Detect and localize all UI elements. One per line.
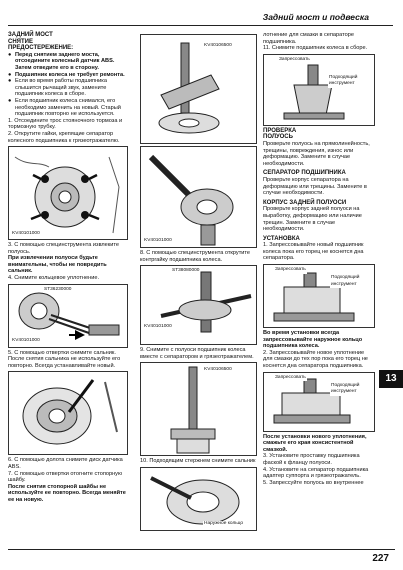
fig-label: Подходящий инструмент bbox=[330, 383, 372, 396]
step-9: 9. Снимите с полуоси подшипник колеса вместе с сепаратором и грязеотражателем. bbox=[140, 347, 254, 360]
step-5: 5. С помощью отвертки снимите сальник. После снятия сальника не используйте его повторно. Всегда устанавливайте новый. bbox=[8, 349, 121, 369]
step-8: 8. С помощью специнструмента открутите контргайку подшипника колеса. bbox=[140, 250, 251, 263]
fig-label: ST38080000 bbox=[172, 268, 200, 274]
install-step-4: 4. Установите на сепаратор подшипника адаптер суппорта и грязеотражатель. bbox=[263, 466, 369, 480]
nuts-illustration bbox=[9, 147, 127, 239]
column-right bbox=[263, 32, 375, 486]
fig-label: Подходящий инструмент bbox=[330, 275, 372, 288]
step-3: 3. С помощью специнструмента извлеките полуось. bbox=[8, 242, 119, 255]
fig-label: Подходящий инструмент bbox=[328, 75, 370, 88]
caution-title: ПРЕДОСТЕРЕЖЕНИЕ: bbox=[8, 45, 74, 52]
caution-item: ● Подшипник колеса не требует ремонта. bbox=[8, 71, 125, 78]
fig-label: ST36230000 bbox=[44, 286, 72, 292]
separator-text: Проверьте корпус сепаратора на деформацию или трещины. Замените в случае необходимости. bbox=[263, 176, 367, 197]
fig-label: KV40101000 bbox=[144, 238, 172, 244]
figure-nuts bbox=[8, 146, 128, 240]
press-bearing-illustration bbox=[264, 55, 374, 125]
page-number: 227 bbox=[372, 553, 389, 564]
locknut-illustration bbox=[141, 35, 256, 143]
fig-label: KV40101000 bbox=[12, 230, 40, 236]
axle-title: ПОЛУОСЬ bbox=[263, 134, 293, 141]
intro-text: лотнение для смазки в сепараторе подшипника. bbox=[263, 32, 354, 45]
fig-label: KV40106500 bbox=[204, 367, 232, 373]
section-tab: 13 bbox=[379, 370, 403, 388]
install-step-1: 1. Запрессовывайте новый подшипник колеса пока его торец не коснется дна сепаратора. bbox=[263, 242, 364, 262]
install-step-2: 2. Запрессовывайте новое уплотнение для смазки до тех пор пока его торец не коснется дна сепаратора подшипника. bbox=[263, 349, 368, 370]
install-note-2: После установки нового уплотнения, смажьте его края консистентной смазкой. bbox=[263, 433, 367, 453]
press-illustration bbox=[141, 363, 256, 455]
figure-press-bearing bbox=[263, 54, 375, 126]
fig-label: Запрессовать bbox=[275, 374, 306, 380]
figure-extraction bbox=[8, 284, 128, 348]
column-left bbox=[8, 32, 128, 504]
step-1: 1. Отсоедините трос стояночного тормоза и тормозную трубку. bbox=[8, 117, 123, 131]
figure-install-bearing bbox=[263, 264, 375, 328]
section-title: ЗАДНИЙ МОСТ bbox=[8, 32, 53, 38]
install-title: УСТАНОВКА bbox=[263, 235, 300, 242]
housing-title: КОРПУС ЗАДНЕЙ ПОЛУОСИ bbox=[263, 199, 347, 206]
separator-title: СЕПАРАТОР ПОДШИПНИКА bbox=[263, 170, 346, 177]
step-10: 10. Подходящим стержнем снимите сальник bbox=[140, 458, 256, 465]
fig-label: KV40101000 bbox=[144, 323, 172, 329]
column-middle bbox=[140, 32, 257, 533]
step-11: 11. Снимите подшипник колеса в сборе. bbox=[263, 45, 368, 52]
step-7: 7. С помощью отвертки отогните стопорную шайбу. bbox=[8, 470, 123, 484]
bearing-removal-illustration bbox=[141, 266, 256, 344]
page-header bbox=[0, 0, 403, 32]
header-rule bbox=[8, 25, 393, 26]
caution-item: ● Если во время работы подшипника слышится рычащий звук, замените подшипник колеса в сборе. bbox=[8, 78, 107, 98]
figure-wrench bbox=[140, 146, 257, 248]
figure-bearing-removal bbox=[140, 265, 257, 345]
footer-rule bbox=[8, 549, 395, 550]
fig-label: KV40101000 bbox=[12, 338, 40, 344]
fig-label: Запрессовать bbox=[275, 267, 306, 273]
inspect-title: ПРОВЕРКА bbox=[263, 127, 297, 134]
fig-label: Запрессовать bbox=[279, 56, 310, 62]
figure-press bbox=[140, 362, 257, 456]
header-title: Задний мост и подвеска bbox=[262, 12, 369, 22]
section-subtitle: СНЯТИЕ bbox=[8, 38, 33, 45]
abs-disc-illustration bbox=[9, 372, 127, 454]
step-6: 6. С помощью долота снимите диск датчика ABS. bbox=[8, 457, 123, 471]
step-4: 4. Снимите кольцевое уплотнение. bbox=[8, 275, 100, 282]
figure-abs-disc bbox=[8, 371, 128, 455]
caution-item: ● Перед снятием заднего моста, отсоедините колесный датчик ABS. Затем отведите его в сторону. bbox=[8, 51, 115, 71]
install-note-1: Во время установки всегда запрессовывайте наружное кольцо подшипника колеса. bbox=[263, 330, 363, 350]
wrench-illustration bbox=[141, 147, 256, 247]
install-seal-illustration bbox=[264, 373, 374, 431]
figure-seal bbox=[140, 467, 257, 531]
install-step-3: 3. Установите проставку подшипника фаской к фланцу полуоси. bbox=[263, 453, 360, 466]
note-3: При извлечении полуоси будьте внимательны, чтобы не повредить сальник. bbox=[8, 255, 107, 275]
axle-text: Проверьте полуось на прямолинейность, трещины, повреждения, износ или деформацию. Замените в случае необходимости. bbox=[263, 140, 370, 167]
housing-text: Проверьте корпус задней полуоси на выработку, деформацию или наличие трещин. Замените в случае необходимости. bbox=[263, 206, 362, 233]
figure-locknut bbox=[140, 34, 257, 144]
caution-item: ● Если подшипник колеса снимался, его необходимо заменить на новый. Старый подшипник повторно не используется. bbox=[8, 97, 121, 118]
fig-label: KV40106500 bbox=[204, 43, 232, 48]
note-7: После снятия стопорной шайбы не используйте ее повторно. Всегда меняйте ее на новую. bbox=[8, 483, 126, 503]
install-step-5: 5. Запрессуйте полуось во внутреннее bbox=[263, 479, 364, 486]
step-2: 2. Открутите гайки, крепящие сепаратор колесного подшипника к грязеотражателю. bbox=[8, 130, 120, 144]
fig-label: Наружное кольцо bbox=[204, 521, 244, 527]
figure-install-seal bbox=[263, 372, 375, 432]
